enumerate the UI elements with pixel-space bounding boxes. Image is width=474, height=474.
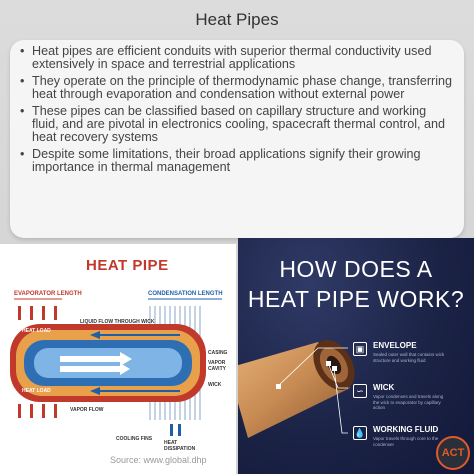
heat-load-bottom-label: HEAT LOAD bbox=[22, 388, 51, 394]
callout-wick-title: WICK bbox=[373, 383, 395, 392]
wick-label: WICK bbox=[208, 382, 222, 388]
wick-icon: ∽ bbox=[353, 384, 367, 398]
diagram-title: HEAT PIPE bbox=[86, 257, 169, 274]
how-does-heading-line2: HEAT PIPE WORK? bbox=[247, 286, 465, 312]
vapor-flow-label: VAPOR FLOW bbox=[70, 407, 104, 413]
heat-dissipation-label: HEAT DISSIPATION bbox=[164, 440, 196, 452]
casing-label: CASING bbox=[208, 350, 228, 356]
bullet-item: • These pipes can be classified based on capillary structure and working fluid, and are pivotal in electronics cooling, spacecraft thermal control, and heat recovery systems bbox=[20, 105, 456, 145]
heat-dissipation-arrows bbox=[170, 424, 181, 436]
heat-load-top-label: HEAT LOAD bbox=[22, 328, 51, 334]
heat-pipe-diagram-image bbox=[0, 244, 236, 474]
liquid-flow-label: LIQUID FLOW THROUGH WICK bbox=[80, 319, 155, 325]
callout-envelope-text: Sealed outer wall that contains wick structure and working fluid bbox=[373, 352, 445, 363]
bullet-item: • They operate on the principle of thermodynamic phase change, transferring heat through evaporation and condensation without external power bbox=[20, 75, 456, 102]
condensation-length-label: CONDENSATION LENGTH bbox=[148, 291, 223, 297]
evaporator-length-label: EVAPORATOR LENGTH bbox=[14, 291, 82, 297]
brand-logo: ACT bbox=[436, 436, 470, 470]
droplet-icon: 💧 bbox=[353, 426, 367, 440]
callout-envelope-title: ENVELOPE bbox=[373, 341, 417, 350]
how-does-heading-line1: HOW DOES A bbox=[279, 256, 433, 282]
image-source-caption: Source: www.global.dhp bbox=[110, 455, 207, 465]
bullet-item: • Heat pipes are efficient conduits with superior thermal conductivity used extensively in space and terrestrial applications bbox=[20, 45, 456, 72]
bullet-item: • Despite some limitations, their broad applications signify their growing importance in thermal management bbox=[20, 148, 456, 175]
callout-working-fluid-title: WORKING FLUID bbox=[373, 425, 439, 434]
bullet-list bbox=[20, 45, 456, 178]
vapor-core bbox=[34, 348, 182, 378]
cooling-fins-label: COOLING FINS bbox=[116, 436, 153, 442]
callout-wick-text: Vapor condenses and travels along the wick to evaporator by capillary action bbox=[373, 394, 444, 410]
summary-card bbox=[10, 40, 464, 238]
vapor-cavity-label: VAPOR CAVITY bbox=[208, 360, 226, 372]
envelope-icon: ▣ bbox=[353, 342, 367, 356]
callout-working-fluid-text: Vapor travels through core to the condenser bbox=[373, 436, 439, 447]
page-title: Heat Pipes bbox=[195, 10, 279, 29]
